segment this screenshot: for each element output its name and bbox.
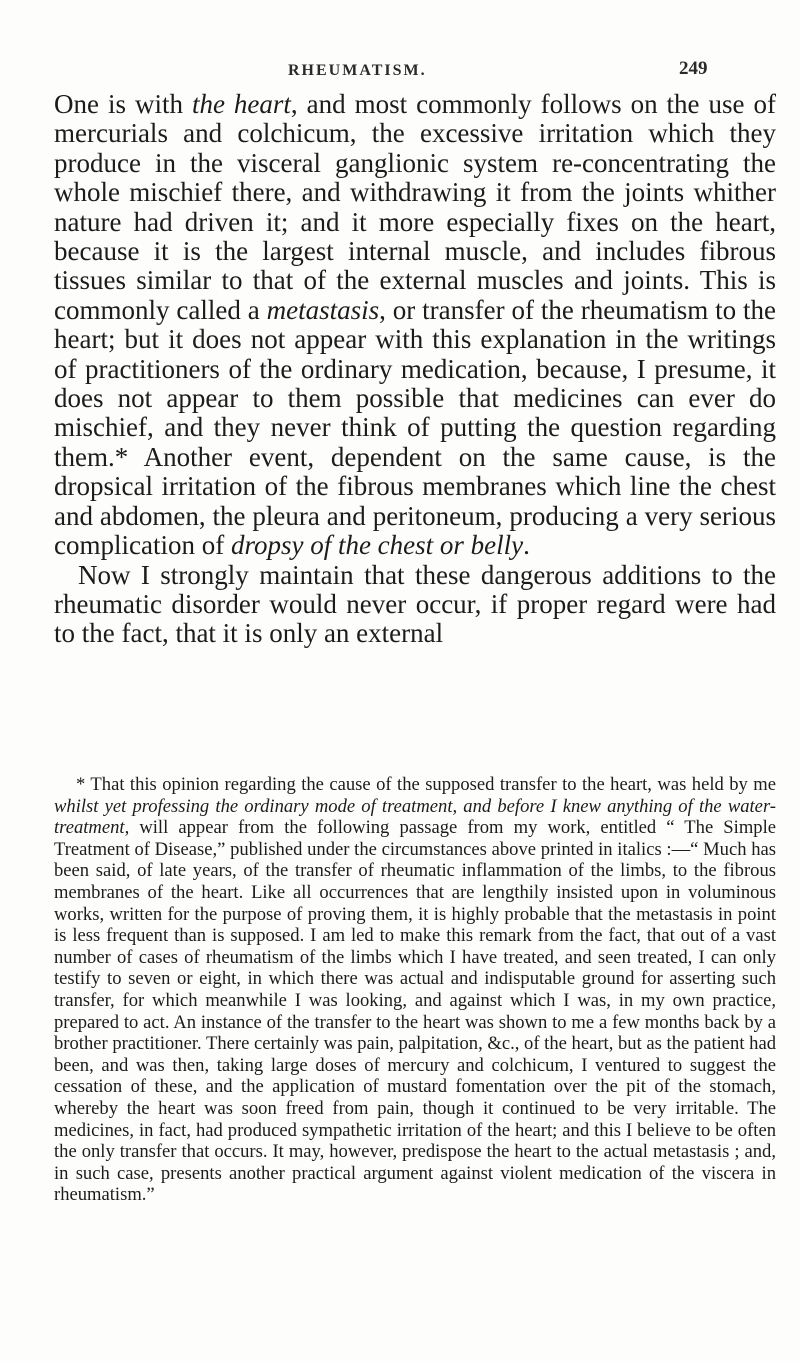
main-text (54, 90, 776, 649)
italic-dropsy: dropsy of the chest or belly (230, 530, 524, 561)
footnote-text: * That this opinion regarding the cause of the supposed transfer to the heart, was held by me whilst yet professing the ordinary mode of treatment, and before I knew anything of the water-treatment, will appear from the following passage from my work, entitled “ The Simple Treatment of Disease,” published under the circumstances above printed in italics :—“ Much has been said, of late years, of the transfer of rheumatic inflammation of the limbs, to the fibrous membranes of the heart. Like all occurrences that are lengthily insisted upon in voluminous works, written for the purpose of proving them, it is highly probable that the metastasis in point is less frequent than is supposed. I am led to make this remark from the fact, that out of a vast number of cases of rheumatism of the limbs which I have treated, and seen treated, I can only testify to seven or eight, in which there was actual and indisputable ground for asserting such transfer, for which meanwhile I was looking, and against which I was, in my own practice, prepared to act. An instance of the transfer to the heart was shown to me a few months back by a brother practitioner. There certainly was pain, palpitation, &c., of the heart, but as the patient had been, and was then, taking large doses of mercury and colchicum, I ventured to suggest the cessation of these, and the application of mustard fomentation over the pit of the stomach, whereby the heart was soon freed from pain, though it continued to be very irritable. The medicines, in fact, had produced sympathetic irritation of the heart; and this I believe to be often the only transfer that occurs. It may, however, predispose the heart to the actual metastasis ; and, in such case, presents another practical argument against violent medication of the viscera in rheumatism.” (54, 774, 776, 1206)
italic-the-heart: the heart (191, 89, 291, 119)
page-number: 249 (679, 58, 708, 79)
paragraph-heart: One is with the heart, and most commonly follows on the use of mercurials and colchicum, the excessive irritation which they produce in the visceral ganglionic system re-concentrating the whole mischief there, and withdrawing it from the joints whither nature had driven it; and it more especially fixes on the heart, because it is the largest internal muscle, and includes fibrous tissues similar to that of the external muscles and joints. This is commonly called a metastasis, or transfer of the rheumatism to the heart; but it does not appear with this explanation in the writings of practitioners of the ordinary medication, because, I presume, it does not appear to them possible that medicines can ever do mischief, and they never think of putting the question regarding them.* Another event, dependent on the same cause, is the dropsical irritation of the fibrous membranes which line the chest and abdomen, the pleura and peritoneum, producing a very serious complication of dropsy of the chest or belly. (54, 89, 776, 561)
running-head: RHEUMATISM. (288, 62, 427, 79)
footnote (54, 774, 776, 1206)
footnote-italic: whilst yet professing the ordinary mode of treatment, and before I knew anything of the water-treatment (54, 795, 776, 839)
paragraph-maintain: Now I strongly maintain that these dangerous additions to the rheumatic disorder would never occur, if proper regard were had to the fact, that it is only an external (54, 559, 776, 649)
italic-metastasis: metastasis (266, 294, 380, 325)
